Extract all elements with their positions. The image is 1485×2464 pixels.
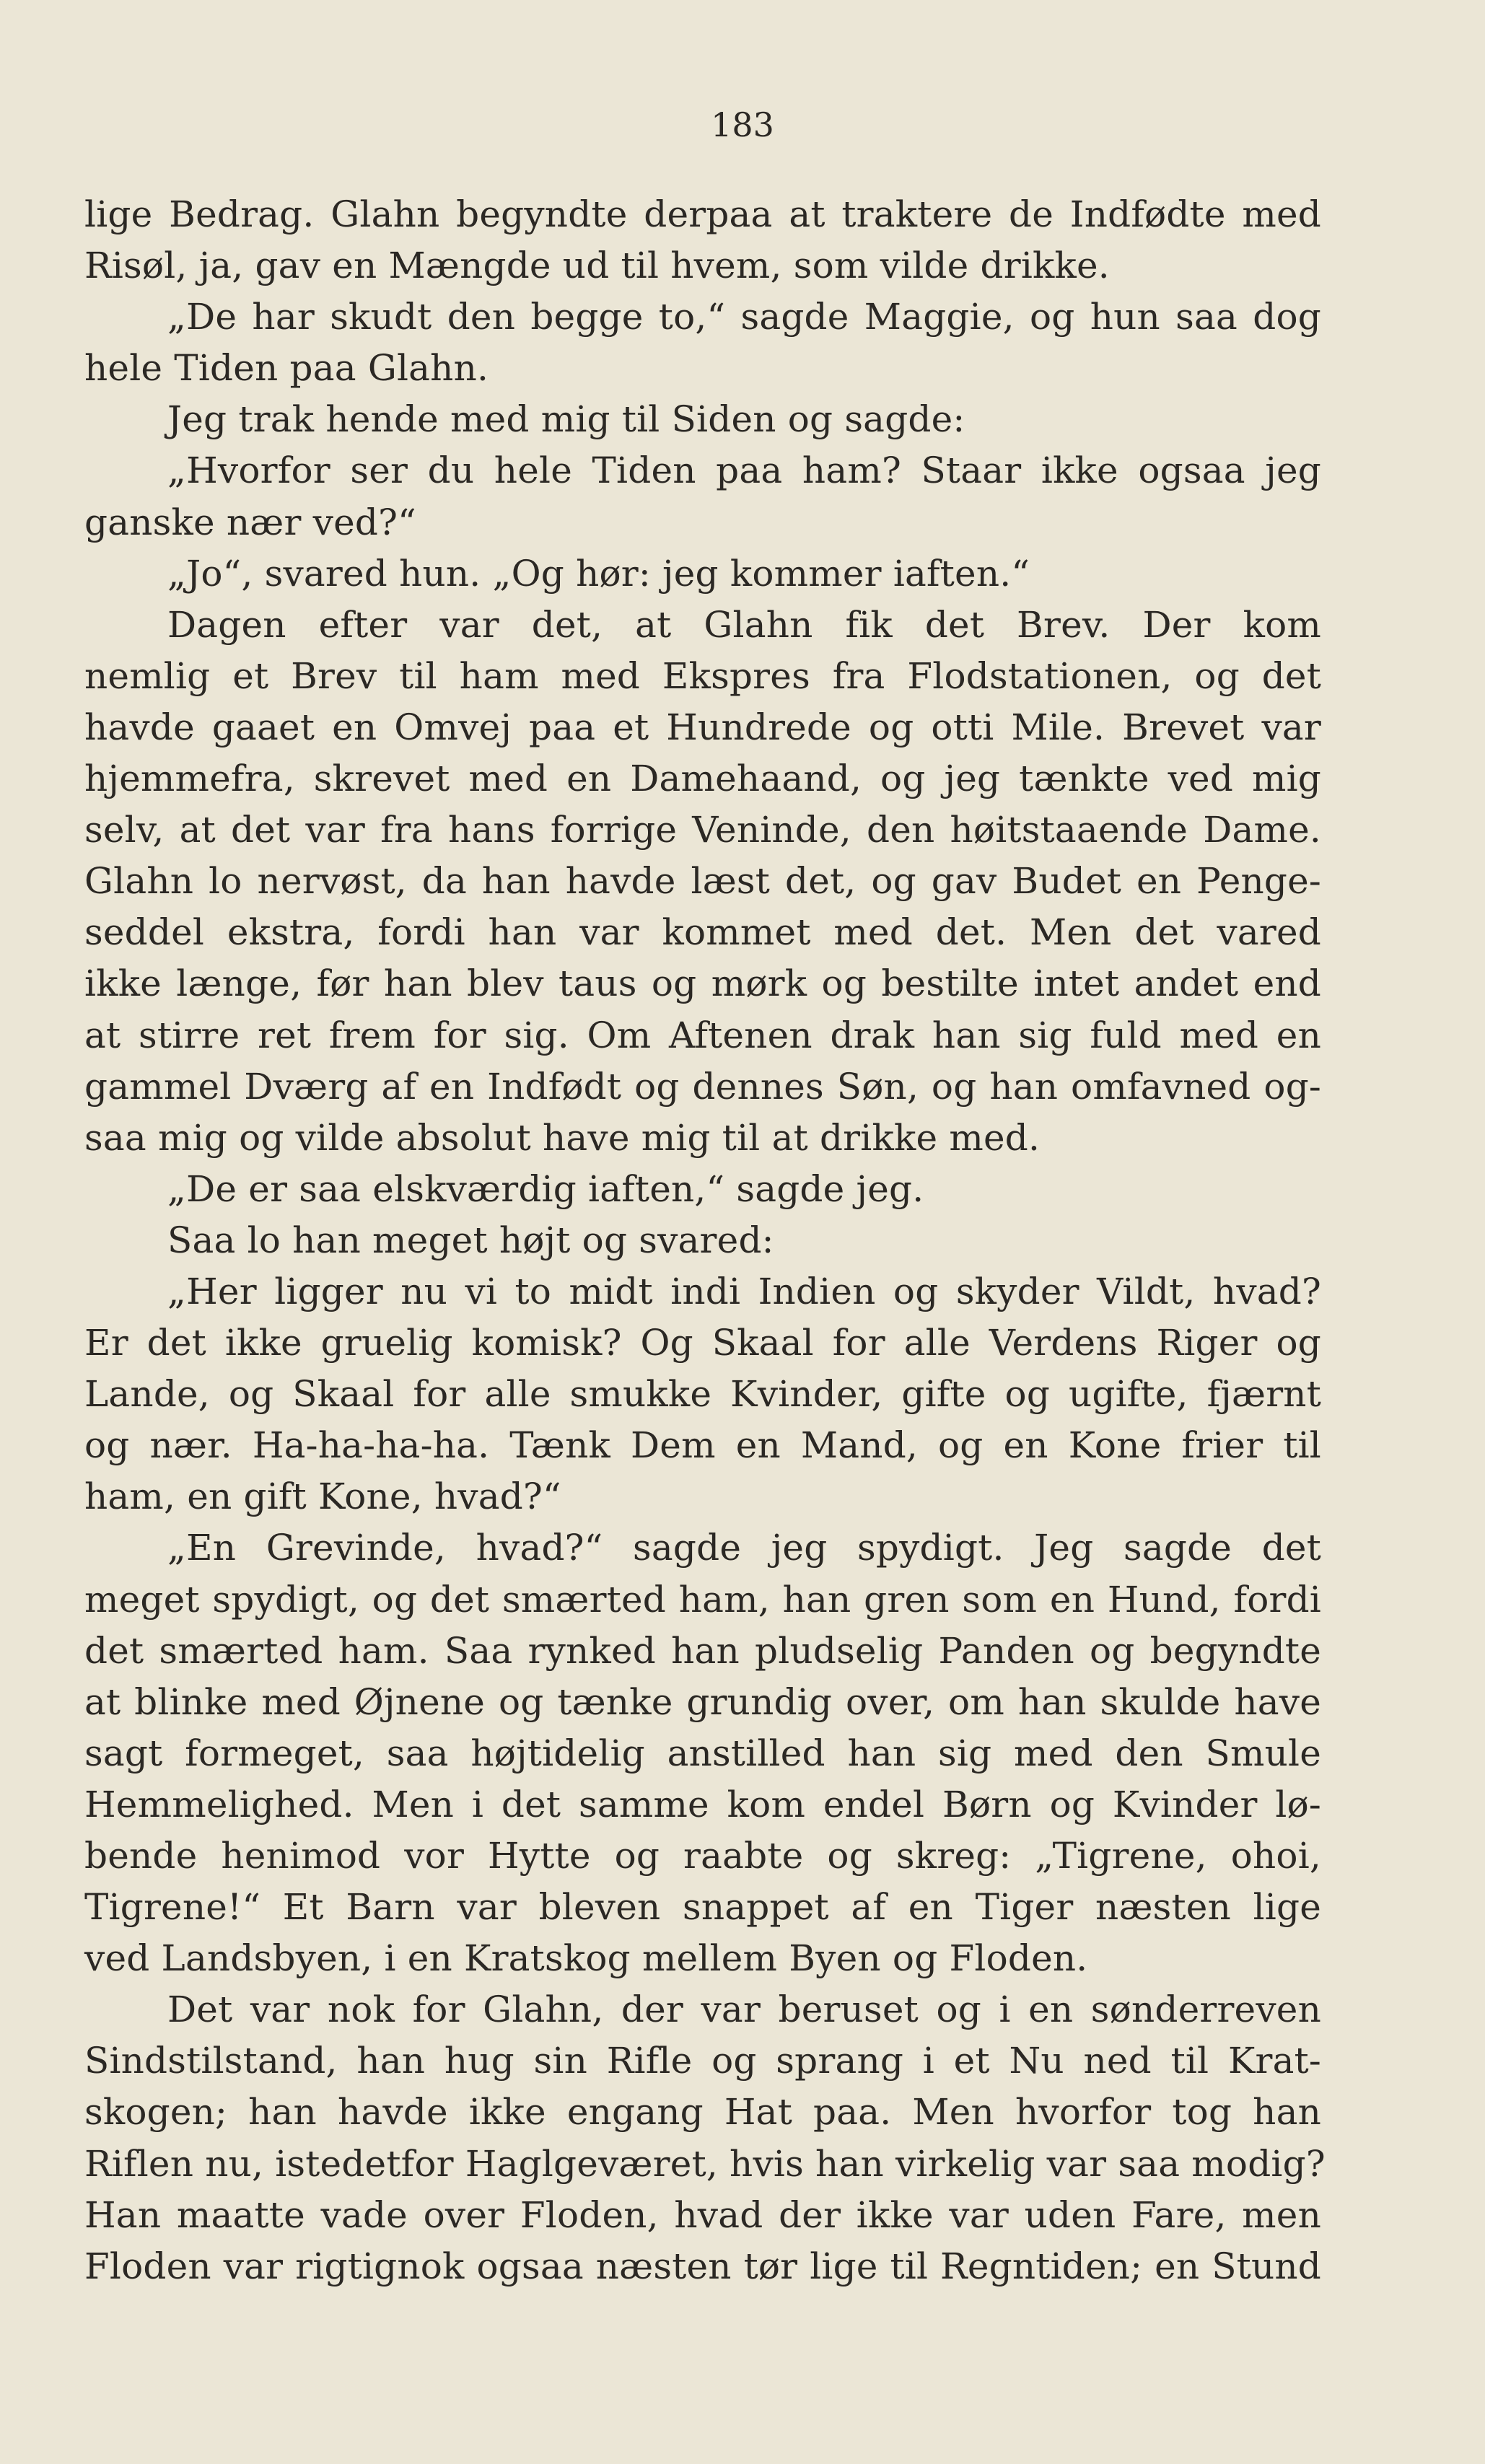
text-line: at stirre ret frem for sig. Om Aftenen drak han sig fuld med en bbox=[84, 1014, 1321, 1056]
body-text bbox=[84, 189, 1326, 2292]
text-line: nemlig et Brev til ham med Ekspres fra Flodstationen, og det bbox=[84, 654, 1321, 697]
text-line: ved Landsbyen, i en Kratskog mellem Byen og Floden. bbox=[84, 1937, 1088, 1980]
text-line: ganske nær ved?“ bbox=[84, 501, 416, 543]
text-line: Floden var rigtignok ogsaa næsten tør lige til Regntiden; en Stund bbox=[84, 2245, 1321, 2287]
text-line: Dagen efter var det, at Glahn fik det Brev. Der kom bbox=[167, 603, 1321, 646]
text-line: „Jo“, svared hun. „Og hør: jeg kommer iaften.“ bbox=[167, 552, 1030, 595]
text-line: „De har skudt den begge to,“ sagde Maggie, og hun saa dog bbox=[167, 296, 1321, 338]
text-line: Han maatte vade over Floden, hvad der ikke var uden Fare, men bbox=[84, 2193, 1321, 2236]
text-line: ham, en gift Kone, hvad?“ bbox=[84, 1476, 561, 1518]
text-line: Jeg trak hende med mig til Siden og sagde: bbox=[167, 398, 965, 441]
page-number: 183 bbox=[711, 105, 774, 144]
text-line: ikke længe, før han blev taus og mørk og bestilte intet andet end bbox=[84, 963, 1321, 1005]
text-line: lige Bedrag. Glahn begyndte derpaa at traktere de Indfødte med bbox=[84, 193, 1321, 235]
text-line: hjemmefra, skrevet med en Damehaand, og jeg tænkte ved mig bbox=[84, 758, 1321, 800]
text-line: Riflen nu, istedetfor Haglgeværet, hvis han virkelig var saa modig? bbox=[84, 2142, 1326, 2185]
text-line: saa mig og vilde absolut have mig til at drikke med. bbox=[84, 1116, 1041, 1159]
text-line: Lande, og Skaal for alle smukke Kvinder, gifte og ugifte, fjærnt bbox=[84, 1373, 1321, 1416]
text-line: Risøl, ja, gav en Mængde ud til hvem, som vilde drikke. bbox=[84, 245, 1110, 287]
text-line: og nær. Ha-ha-ha-ha. Tænk Dem en Mand, og en Kone frier til bbox=[84, 1424, 1321, 1467]
text-line: Hemmelighed. Men i det samme kom endel Børn og Kvinder lø- bbox=[84, 1783, 1321, 1825]
text-line: havde gaaet en Omvej paa et Hundrede og otti Mile. Brevet var bbox=[84, 706, 1321, 748]
text-line: seddel ekstra, fordi han var kommet med det. Men det vared bbox=[84, 911, 1321, 954]
text-line: sagt formeget, saa højtidelig anstilled han sig med den Smule bbox=[84, 1732, 1321, 1774]
text-line: Saa lo han meget højt og svared: bbox=[167, 1219, 774, 1261]
text-line: Det var nok for Glahn, der var beruset og i en sønderreven bbox=[167, 1989, 1321, 2031]
text-line: Glahn lo nervøst, da han havde læst det, og gav Budet en Penge- bbox=[84, 860, 1321, 903]
text-line: at blinke med Øjnene og tænke grundig over, om han skulde have bbox=[84, 1680, 1321, 1723]
text-line: „En Grevinde, hvad?“ sagde jeg spydigt. Jeg sagde det bbox=[167, 1527, 1321, 1569]
text-line: „Her ligger nu vi to midt indi Indien og skyder Vildt, hvad? bbox=[167, 1270, 1321, 1312]
text-line: selv, at det var fra hans forrige Veninde, den høitstaaende Dame. bbox=[84, 809, 1321, 851]
text-line: Er det ikke gruelig komisk? Og Skaal for alle Verdens Riger og bbox=[84, 1322, 1321, 1364]
text-line: „De er saa elskværdig iaften,“ sagde jeg. bbox=[167, 1167, 924, 1210]
text-line: Sindstilstand, han hug sin Rifle og sprang i et Nu ned til Krat- bbox=[84, 2040, 1321, 2082]
text-line: skogen; han havde ikke engang Hat paa. Men hvorfor tog han bbox=[84, 2091, 1321, 2134]
text-line: „Hvorfor ser du hele Tiden paa ham? Staar ikke ogsaa jeg bbox=[167, 450, 1321, 492]
text-line: meget spydigt, og det smærted ham, han gren som en Hund, fordi bbox=[84, 1578, 1321, 1621]
text-line: gammel Dværg af en Indfødt og dennes Søn, og han omfavned og- bbox=[84, 1065, 1321, 1108]
text-line: Tigrene!“ Et Barn var bleven snappet af en Tiger næsten lige bbox=[84, 1886, 1321, 1929]
text-line: hele Tiden paa Glahn. bbox=[84, 347, 489, 390]
text-line: det smærted ham. Saa rynked han pludselig Panden og begyndte bbox=[84, 1629, 1321, 1672]
text-line: bende henimod vor Hytte og raabte og skreg: „Tigrene, ohoi, bbox=[84, 1835, 1321, 1877]
